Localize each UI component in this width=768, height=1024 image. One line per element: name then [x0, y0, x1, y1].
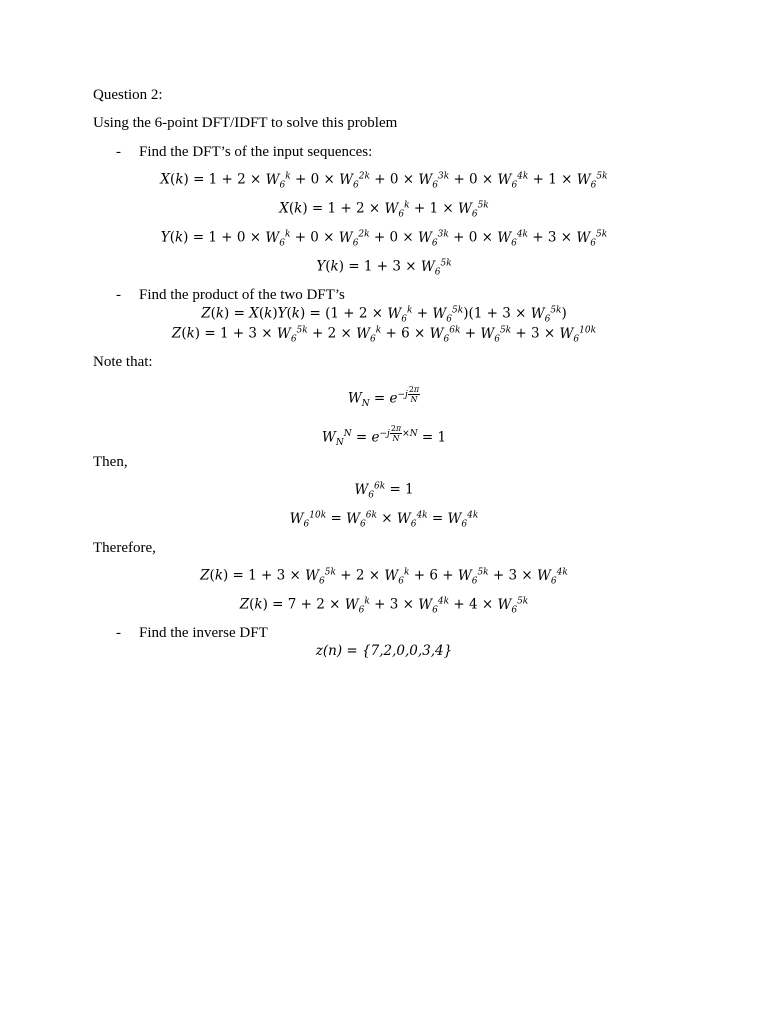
eq-w6k: $W_6^{6k} = 1$	[354, 481, 414, 501]
eq-z-product: $Z(k) = X(k)Y(k) = (1 + 2 \times W_6^k + W_6^{5k})(1 + 3 \times W_6^{5k})$	[201, 305, 567, 325]
eq-x-full: $X(k) = 1 + 2 \times W_6^k + 0 \times W_6^{2k} + 0 \times W_6^{3k} + 0 \times W_6^{4k} + 1 \times W_6^{5k}$	[160, 171, 608, 191]
eq-w10k: $W_6^{10k} = W_6^{6k} \times W_6^{4k} = W_6^{4k}$	[289, 510, 479, 530]
eq-result: z(n) = {7,2,0,0,3,4}	[315, 643, 453, 659]
eq-z-substituted: $Z(k) = 1 + 3 \times W_6^{5k} + 2 \times W_6^k + 6 + W_6^{5k} + 3 \times W_6^{4k}$	[200, 567, 568, 587]
step-find-product: Find the product of the two DFT’s	[139, 287, 345, 303]
intro-text: Using the 6-point DFT/IDFT to solve this problem	[93, 115, 398, 131]
then-label: Then,	[93, 454, 128, 470]
eq-z-final: $Z(k) = 7 + 2 \times W_6^k + 3 \times W_6^{4k} + 4 \times W_6^{5k}$	[239, 596, 529, 616]
bullet-2: -	[116, 287, 121, 303]
question-heading: Question 2:	[93, 87, 163, 103]
eq-y-full: $Y(k) = 1 + 0 \times W_6^k + 0 \times W_6^{2k} + 0 \times W_6^{3k} + 0 \times W_6^{4k} + 3 \times W_6^{5k}$	[160, 229, 608, 249]
step-find-inverse: Find the inverse DFT	[139, 625, 268, 641]
therefore-label: Therefore,	[93, 540, 156, 556]
bullet-3: -	[116, 625, 121, 641]
step-find-dfts: Find the DFT’s of the input sequences:	[139, 144, 373, 160]
eq-x-simplified: $X(k) = 1 + 2 \times W_6^k + 1 \times W_6^{5k}$	[279, 200, 489, 220]
eq-z-expanded: $Z(k) = 1 + 3 \times W_6^{5k} + 2 \times W_6^k + 6 \times W_6^{6k} + W_6^{5k} + 3 \times W_6^{10k}$	[171, 325, 597, 345]
bullet-1: -	[116, 144, 121, 160]
note-label: Note that:	[93, 354, 153, 370]
eq-wn-def: $W_N = e^{-j \frac{2\pi}{N}}$	[347, 385, 420, 410]
eq-y-simplified: $Y(k) = 1 + 3 \times W_6^{5k}$	[316, 258, 452, 278]
eq-wn-power: $W_N^N = e^{-j \frac{2\pi}{N} \times N} = 1$	[321, 424, 447, 449]
